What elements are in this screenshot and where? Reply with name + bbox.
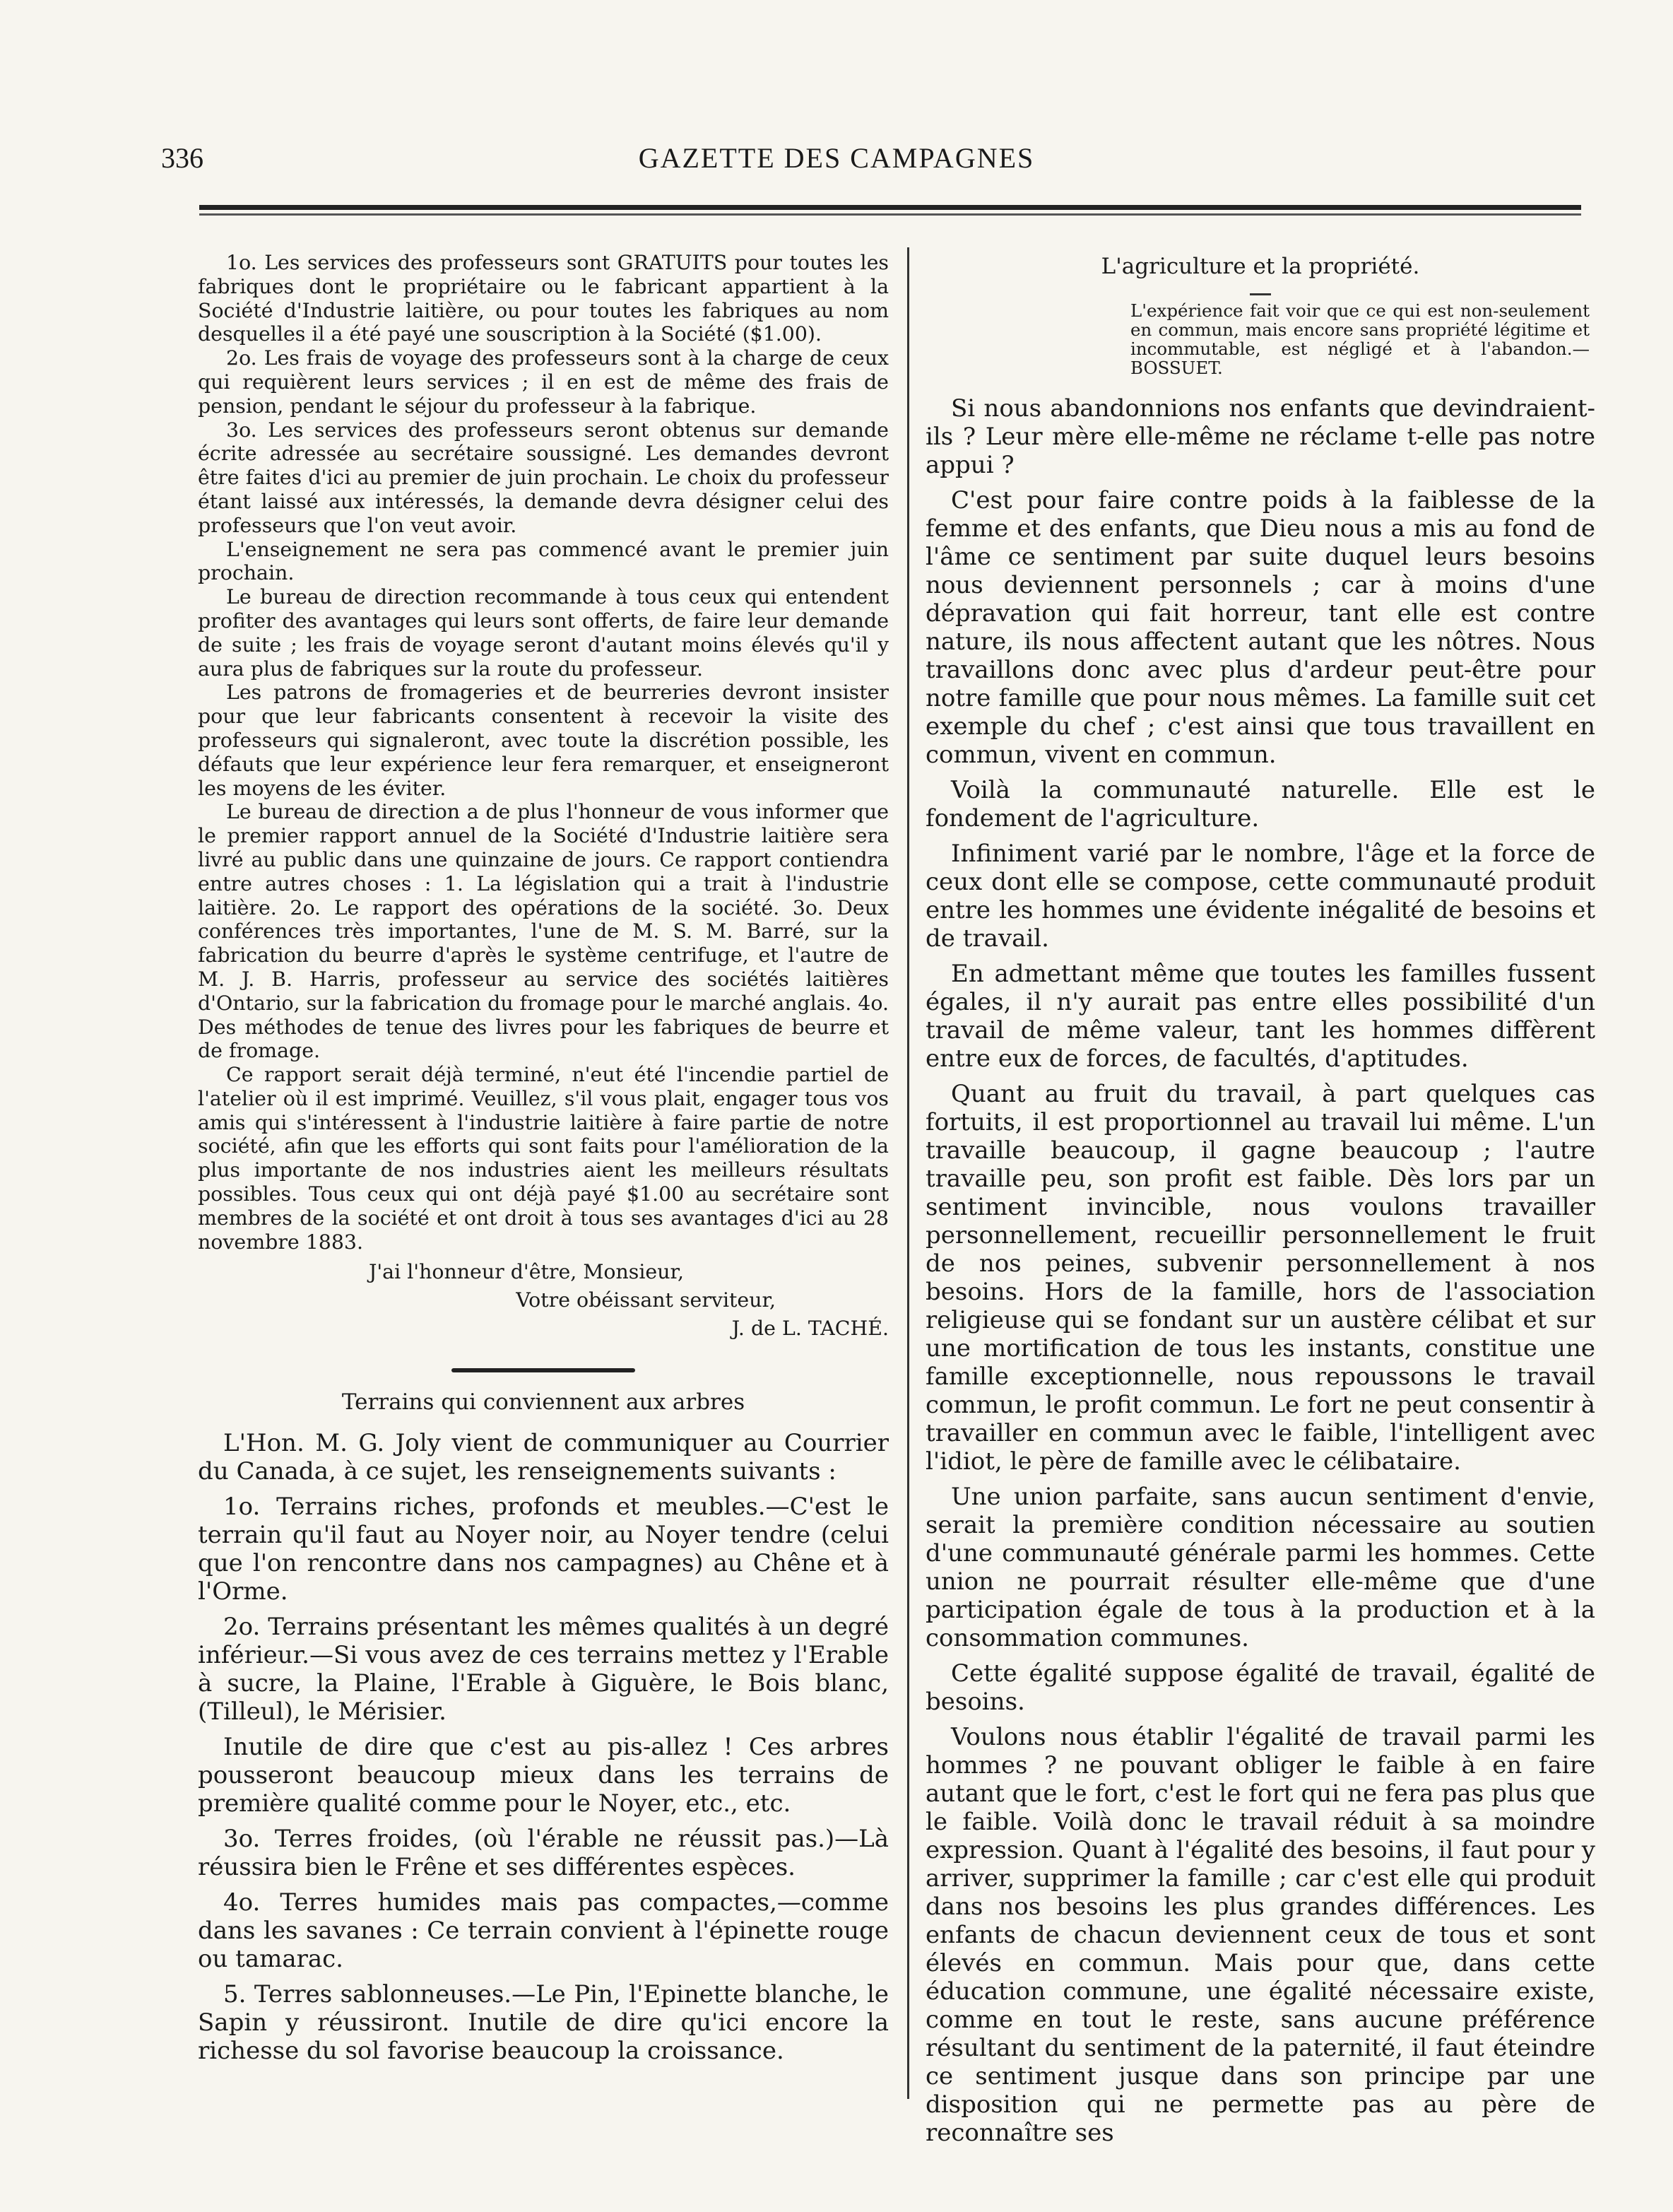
article-paragraph: Cette égalité suppose égalité de travail, égalité de besoins. — [926, 1659, 1595, 1716]
page-number: 336 — [161, 142, 203, 174]
article-paragraph: 2o. Terrains présentant les mêmes qualités à un degré inférieur.—Si vous avez de ces terrains mettez y l'Erable à sucre, la Plaine, l'Erable à Giguère, le Bois blanc, (Tilleul), le Mérisier. — [198, 1613, 889, 1726]
article-paragraph: C'est pour faire contre poids à la faiblesse de la femme et des enfants, que Dieu nous a mis au fond de l'âme ce sentiment par suite duquel leurs besoins nous deviennent personnels ; car à moins d'une dépravation qui fait horreur, tant elle est contre nature, ils nous affectent autant que les nôtres. Nous travaillons donc avec plus d'ardeur peut-être pour notre famille que pour nous mêmes. La famille suit cet exemple du chef ; c'est ainsi que tous travaillent en commun, vivent en commun. — [926, 486, 1595, 769]
article-paragraph: Si nous abandonnions nos enfants que devindraient-ils ? Leur mère elle-même ne réclame t-elle pas notre appui ? — [926, 394, 1595, 479]
right-column — [926, 251, 1595, 2154]
article-paragraph: En admettant même que toutes les familles fussent égales, il n'y aurait pas entre elles possibilité d'un travail de même valeur, tant les hommes diffèrent entre eux de forces, de facultés, d'aptitudes. — [926, 960, 1595, 1073]
signature: J. de L. TACHÉ. — [731, 1317, 889, 1341]
epigraph: L'expérience fait voir que ce qui est non-seulement en commun, mais encore sans propriété légitime et incommutable, est négligé et à l'abandon.—BOSSUET. — [1130, 300, 1590, 378]
letter-body — [198, 251, 889, 1254]
article-body — [926, 394, 1595, 2147]
closing-line: J'ai l'honneur d'être, Monsieur, — [368, 1260, 684, 1284]
article-paragraph: L'Hon. M. G. Joly vient de communiquer au Courrier du Canada, à ce sujet, les renseignements suivants : — [198, 1429, 889, 1486]
article-paragraph: Quant au fruit du travail, à part quelques cas fortuits, il est proportionnel au travail lui même. L'un travaille beaucoup, il gagne beaucoup ; l'autre travaille peu, son profit est faible. Dès lors par un sentiment invincible, nous voulons travailler personnellement, recueillir personnellement le fruit de nos peines, subvenir personnellement à nos besoins. Hors de la famille, hors de l'association religieuse qui se fondant sur un austère célibat et sur une mortification de tous les instants, constitue une famille exceptionnelle, nous repoussons le travail commun, le profit commun. Le fort ne peut consentir à travailler en commun avec le faible, l'intelligent avec l'idiot, le père de famille avec le célibataire. — [926, 1080, 1595, 1476]
article-paragraph: 3o. Terres froides, (où l'érable ne réussit pas.)—Là réussira bien le Frêne et ses différentes espèces. — [198, 1825, 889, 1882]
section-title: Terrains qui conviennent aux arbres — [341, 1389, 745, 1416]
newspaper-title: GAZETTE DES CAMPAGNES — [638, 142, 1035, 174]
column-divider — [907, 247, 909, 2099]
article-paragraph: Voilà la communauté naturelle. Elle est le fondement de l'agriculture. — [926, 776, 1595, 833]
article-body — [198, 1429, 889, 2065]
epigraph-rule — [1250, 293, 1271, 295]
letter-paragraph: 2o. Les frais de voyage des professeurs sont à la charge de ceux qui requièrent leurs services ; il en est de même des frais de pension, pendant le séjour du professeur à la fabrique. — [198, 346, 889, 418]
section-title: L'agriculture et la propriété. — [1101, 254, 1420, 279]
letter-paragraph: Le bureau de direction a de plus l'honneur de vous informer que le premier rapport annuel de la Société d'Industrie laitière sera livré au public dans une quinzaine de jours. Ce rapport contiendra entre autres choses : 1. La législation qui a trait à l'industrie laitière. 2o. Le rapport des opérations de la société. 3o. Deux conférences très importantes, l'une de M. S. M. Barré, sur la fabrication du beurre d'après le système centrifuge, et l'autre de M. J. B. Harris, professeur au service des sociétés laitières d'Ontario, sur la fabrication du fromage pour le marché anglais. 4o. Des méthodes de tenue des livres pour les fabriques de beurre et de fromage. — [198, 800, 889, 1063]
letter-paragraph: 1o. Les services des professeurs sont GRATUITS pour toutes les fabriques dont le propriétaire ou le fabricant appartient à la Société d'Industrie laitière, ou pour toutes les fabriques au nom desquelles il a été payé une souscription à la Société ($1.00). — [198, 251, 889, 346]
article-paragraph: 1o. Terrains riches, profonds et meubles.—C'est le terrain qu'il faut au Noyer noir, au Noyer tendre (celui que l'on rencontre dans nos campagnes) au Chêne et à l'Orme. — [198, 1493, 889, 1606]
header-rule — [199, 205, 1581, 210]
article-paragraph: 5. Terres sablonneuses.—Le Pin, l'Epinette blanche, le Sapin y réussiront. Inutile de dire qu'ici encore la richesse du sol favorise beaucoup la croissance. — [198, 1980, 889, 2066]
letter-paragraph: Ce rapport serait déjà terminé, n'eut été l'incendie partiel de l'atelier où il est imprimé. Veuillez, s'il vous plait, engager tous vos amis qui s'intéressent à l'industrie laitière à faire partie de notre société, afin que les efforts qui sont faits pour l'amélioration de la plus importante de nos industries aient les meilleurs résultats possibles. Tous ceux qui ont déjà payé $1.00 au secrétaire sont membres de la société et ont droit à tous ses avantages d'ici au 28 novembre 1883. — [198, 1063, 889, 1254]
article-paragraph: Une union parfaite, sans aucun sentiment d'envie, serait la première condition nécessaire au soutien d'une communauté générale parmi les hommes. Cette union ne pourrait résulter elle-même que d'une participation égale de tous à la production et à la consommation communes. — [926, 1483, 1595, 1652]
article-paragraph: Voulons nous établir l'égalité de travail parmi les hommes ? ne pouvant obliger le faible à en faire autant que le fort, c'est le fort qui ne fera pas plus que le faible. Voilà donc le travail réduit à sa moindre expression. Quant à l'égalité des besoins, il faut pour y arriver, supprimer la famille ; car c'est elle qui produit dans nos besoins les plus grandes différences. Les enfants de chacun deviennent ceux de tous et sont élevés en commun. Mais pour que, dans cette éducation commune, une égalité nécessaire existe, comme en tout le reste, sans aucune préférence résultant du sentiment de la paternité, il faut éteindre ce sentiment jusque dans son principe par une disposition qui ne permette pas au père de reconnaître ses — [926, 1723, 1595, 2147]
letter-paragraph: Les patrons de fromageries et de beurreries devront insister pour que leur fabricants consentent à recevoir la visite des professeurs qui signaleront, avec toute la discrétion possible, les défauts que leur expérience leur fera remarquer, et enseigneront les moyens de les éviter. — [198, 681, 889, 800]
article-paragraph: Inutile de dire que c'est au pis-allez ! Ces arbres pousseront beaucoup mieux dans les terrains de première qualité comme pour le Noyer, etc., etc. — [198, 1733, 889, 1818]
letter-paragraph: Le bureau de direction recommande à tous ceux qui entendent profiter des avantages qui leurs sont offerts, de faire leur demande de suite ; les frais de voyage seront d'autant moins élevés qu'il y aura plus de fabriques sur la route du professeur. — [198, 585, 889, 681]
letter-paragraph: L'enseignement ne sera pas commencé avant le premier juin prochain. — [198, 537, 889, 585]
header-rule-thin — [199, 213, 1581, 216]
closing-line: Votre obéissant serviteur, — [516, 1288, 776, 1312]
article-paragraph: 4o. Terres humides mais pas compactes,—comme dans les savanes : Ce terrain convient à l'épinette rouge ou tamarac. — [198, 1888, 889, 1974]
left-column — [198, 251, 889, 2072]
letter-paragraph: 3o. Les services des professeurs seront obtenus sur demande écrite adressée au secrétaire soussigné. Les demandes devront être faites d'ici au premier de juin prochain. Le choix du professeur étant laissé aux intéressés, la demande devra désigner celui des professeurs que l'on veut avoir. — [198, 418, 889, 537]
section-separator — [451, 1368, 635, 1372]
article-paragraph: Infiniment varié par le nombre, l'âge et la force de ceux dont elle se compose, cette communauté produit entre les hommes une évidente inégalité de besoins et de travail. — [926, 840, 1595, 953]
